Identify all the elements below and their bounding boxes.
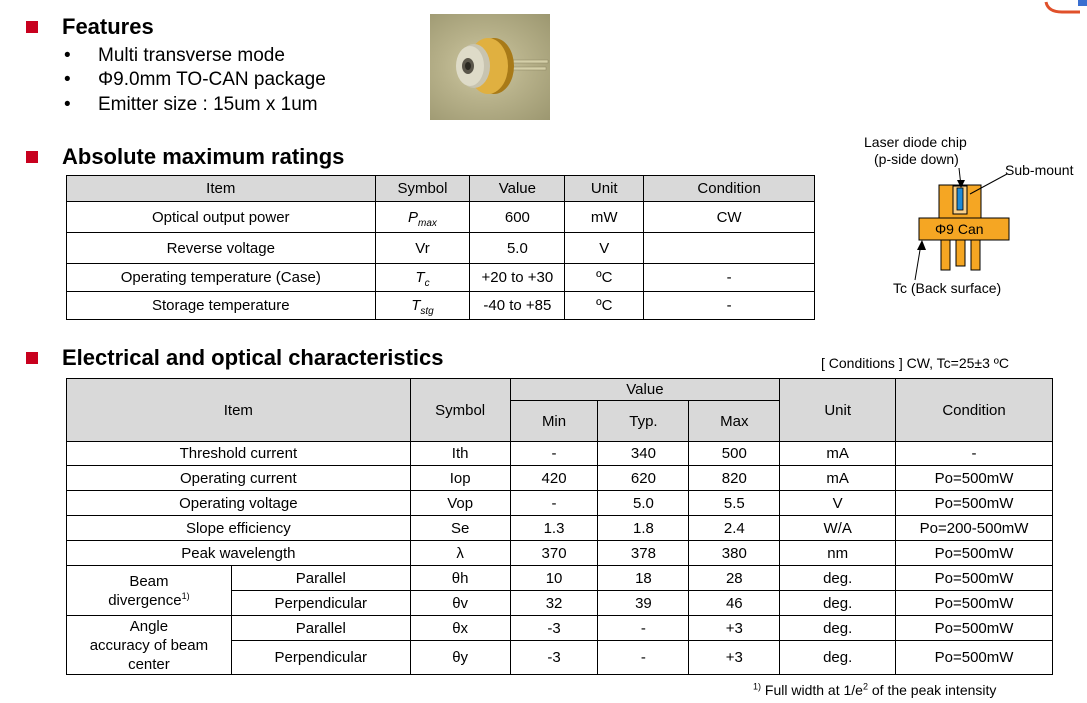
amr-condition: CW bbox=[644, 202, 815, 233]
amr-value: 5.0 bbox=[470, 233, 565, 264]
eoc-typ: 620 bbox=[598, 466, 689, 491]
amr-value: +20 to +30 bbox=[470, 264, 565, 292]
amr-item: Optical output power bbox=[67, 202, 376, 233]
amr-value: -40 to +85 bbox=[470, 292, 565, 320]
eoc-condition: Po=200-500mW bbox=[896, 516, 1053, 541]
eoc-symbol: Iop bbox=[410, 466, 510, 491]
amr-header-item: Item bbox=[67, 176, 376, 202]
eoc-max: 500 bbox=[689, 442, 780, 466]
laser-package-icon bbox=[835, 130, 1085, 300]
eoc-max: +3 bbox=[689, 641, 780, 675]
amr-title: Absolute maximum ratings bbox=[62, 144, 345, 169]
amr-symbol: $P_{max}$ bbox=[375, 202, 470, 233]
eoc-title: Electrical and optical characteristics bbox=[62, 345, 444, 370]
tc-label: Tc (Back surface) bbox=[893, 280, 1002, 296]
package-diagram bbox=[835, 130, 1085, 300]
to-can-laser-icon bbox=[430, 14, 550, 120]
eoc-max: 5.5 bbox=[689, 491, 780, 516]
amr-item: Storage temperature bbox=[67, 292, 376, 320]
amr-unit: ºC bbox=[565, 292, 644, 320]
section-bullet-eoc bbox=[26, 352, 38, 364]
eoc-unit: deg. bbox=[780, 591, 896, 616]
amr-item: Operating temperature (Case) bbox=[67, 264, 376, 292]
eoc-typ: 18 bbox=[598, 566, 689, 591]
eoc-min: 32 bbox=[510, 591, 598, 616]
amr-condition: - bbox=[644, 264, 815, 292]
eoc-max: 820 bbox=[689, 466, 780, 491]
table-row bbox=[67, 541, 1053, 566]
eoc-min: -3 bbox=[510, 641, 598, 675]
amr-header-unit: Unit bbox=[565, 176, 644, 202]
electrical-optical-table bbox=[66, 378, 1053, 675]
eoc-min: 420 bbox=[510, 466, 598, 491]
section-bullet-features bbox=[26, 21, 38, 33]
eoc-symbol: θh bbox=[410, 566, 510, 591]
table-row bbox=[67, 233, 815, 264]
eoc-subitem: Perpendicular bbox=[231, 641, 410, 675]
eoc-unit: mA bbox=[780, 466, 896, 491]
eoc-unit: deg. bbox=[780, 641, 896, 675]
eoc-min: - bbox=[510, 491, 598, 516]
eoc-subitem: Parallel bbox=[231, 616, 410, 641]
feature-item-2: • Φ9.0mm TO-CAN package bbox=[64, 69, 326, 90]
amr-condition bbox=[644, 233, 815, 264]
eoc-max: 46 bbox=[689, 591, 780, 616]
table-row bbox=[67, 202, 815, 233]
logo-fragment-icon bbox=[1040, 0, 1087, 14]
eoc-min: -3 bbox=[510, 616, 598, 641]
amr-header-value: Value bbox=[470, 176, 565, 202]
eoc-symbol: θy bbox=[410, 641, 510, 675]
eoc-header-value: Value bbox=[510, 379, 780, 401]
amr-header-condition: Condition bbox=[644, 176, 815, 202]
eoc-max: 380 bbox=[689, 541, 780, 566]
eoc-header-symbol: Symbol bbox=[410, 379, 510, 442]
table-row bbox=[67, 566, 1053, 591]
eoc-item: Operating voltage bbox=[67, 491, 411, 516]
eoc-header-condition: Condition bbox=[896, 379, 1053, 442]
eoc-condition: Po=500mW bbox=[896, 466, 1053, 491]
chip-label-line2: (p-side down) bbox=[874, 151, 959, 167]
table-row bbox=[67, 264, 815, 292]
eoc-unit: nm bbox=[780, 541, 896, 566]
eoc-typ: 5.0 bbox=[598, 491, 689, 516]
eoc-item: Threshold current bbox=[67, 442, 411, 466]
table-row bbox=[67, 466, 1053, 491]
eoc-typ: 1.8 bbox=[598, 516, 689, 541]
section-bullet-amr bbox=[26, 151, 38, 163]
table-row bbox=[67, 442, 1053, 466]
features-title: Features bbox=[62, 14, 154, 39]
amr-header-row bbox=[67, 176, 815, 202]
amr-unit: mW bbox=[565, 202, 644, 233]
eoc-item: Slope efficiency bbox=[67, 516, 411, 541]
amr-header-symbol: Symbol bbox=[375, 176, 470, 202]
eoc-max: 28 bbox=[689, 566, 780, 591]
eoc-max: +3 bbox=[689, 616, 780, 641]
amr-unit: V bbox=[565, 233, 644, 264]
angle-accuracy-label: Angle accuracy of beam center bbox=[67, 616, 232, 675]
eoc-unit: W/A bbox=[780, 516, 896, 541]
eoc-min: 370 bbox=[510, 541, 598, 566]
eoc-header-typ: Typ. bbox=[598, 401, 689, 442]
table-row bbox=[67, 616, 1053, 641]
eoc-condition: Po=500mW bbox=[896, 641, 1053, 675]
eoc-symbol: Se bbox=[410, 516, 510, 541]
eoc-typ: 39 bbox=[598, 591, 689, 616]
amr-condition: - bbox=[644, 292, 815, 320]
eoc-condition: Po=500mW bbox=[896, 591, 1053, 616]
eoc-min: - bbox=[510, 442, 598, 466]
eoc-min: 10 bbox=[510, 566, 598, 591]
eoc-condition: Po=500mW bbox=[896, 566, 1053, 591]
can-label: Φ9 Can bbox=[935, 221, 984, 237]
eoc-condition: Po=500mW bbox=[896, 541, 1053, 566]
eoc-symbol: θx bbox=[410, 616, 510, 641]
eoc-unit: deg. bbox=[780, 566, 896, 591]
eoc-symbol: λ bbox=[410, 541, 510, 566]
eoc-item: Operating current bbox=[67, 466, 411, 491]
eoc-header-unit: Unit bbox=[780, 379, 896, 442]
eoc-typ: 340 bbox=[598, 442, 689, 466]
eoc-header-row-1 bbox=[67, 379, 1053, 401]
eoc-symbol: Ith bbox=[410, 442, 510, 466]
amr-item: Reverse voltage bbox=[67, 233, 376, 264]
feature-item-3: • Emitter size : 15um x 1um bbox=[64, 94, 318, 115]
amr-value: 600 bbox=[470, 202, 565, 233]
eoc-typ: 378 bbox=[598, 541, 689, 566]
submount-label: Sub-mount bbox=[1005, 162, 1074, 178]
eoc-header-item: Item bbox=[67, 379, 411, 442]
eoc-subitem: Parallel bbox=[231, 566, 410, 591]
amr-symbol: Vr bbox=[375, 233, 470, 264]
eoc-unit: V bbox=[780, 491, 896, 516]
eoc-subitem: Perpendicular bbox=[231, 591, 410, 616]
product-photo bbox=[430, 14, 550, 120]
absolute-maximum-ratings-table bbox=[66, 175, 815, 320]
eoc-min: 1.3 bbox=[510, 516, 598, 541]
amr-symbol: $T_{stg}$ bbox=[375, 292, 470, 320]
eoc-symbol: Vop bbox=[410, 491, 510, 516]
feature-item-1: • Multi transverse mode bbox=[64, 45, 285, 66]
beam-divergence-label: Beam divergence$^{1)}$ bbox=[67, 566, 232, 616]
table-row bbox=[67, 491, 1053, 516]
eoc-header-max: Max bbox=[689, 401, 780, 442]
eoc-unit: mA bbox=[780, 442, 896, 466]
table-row bbox=[67, 292, 815, 320]
chip-label-line1: Laser diode chip bbox=[864, 134, 967, 150]
footnote: $^{1)}$ Full width at $1/e^2$ of the peak intensity bbox=[753, 681, 997, 698]
eoc-max: 2.4 bbox=[689, 516, 780, 541]
eoc-condition: Po=500mW bbox=[896, 491, 1053, 516]
eoc-conditions: [ Conditions ] CW, Tc=25±3 ºC bbox=[821, 355, 1010, 371]
eoc-typ: - bbox=[598, 616, 689, 641]
eoc-condition: Po=500mW bbox=[896, 616, 1053, 641]
amr-unit: ºC bbox=[565, 264, 644, 292]
amr-symbol: $T_c$ bbox=[375, 264, 470, 292]
eoc-typ: - bbox=[598, 641, 689, 675]
eoc-header-min: Min bbox=[510, 401, 598, 442]
eoc-condition: - bbox=[896, 442, 1053, 466]
eoc-symbol: θv bbox=[410, 591, 510, 616]
eoc-unit: deg. bbox=[780, 616, 896, 641]
eoc-item: Peak wavelength bbox=[67, 541, 411, 566]
table-row bbox=[67, 516, 1053, 541]
